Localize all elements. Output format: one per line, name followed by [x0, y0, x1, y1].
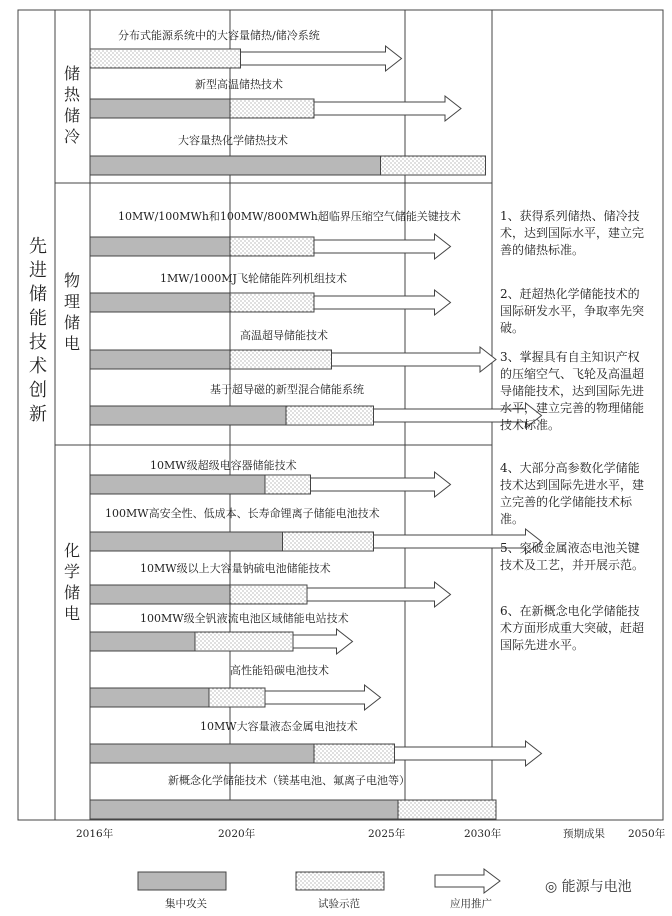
pilot-phase-bar — [283, 532, 374, 551]
pilot-phase-bar — [314, 744, 395, 763]
focus-phase-bar — [90, 800, 398, 819]
focus-phase-bar — [90, 156, 381, 175]
pilot-phase-bar — [265, 475, 311, 494]
pilot-phase-bar — [381, 156, 486, 175]
outcome-item: 2、赶超热化学储能技术的国际研发水平，争取率先突破。 — [500, 287, 645, 335]
legend-label-pilot: 试验示范 — [318, 898, 360, 910]
outcome-item: 3、掌握具有自主知识产权的压缩空气、飞轮及高温超导储能技术，达到国际先进水平，建立完善的物理储能技术标准。 — [500, 350, 645, 432]
promote-phase-arrow — [314, 290, 451, 315]
roadmap-bars — [90, 46, 542, 819]
focus-phase-bar — [90, 406, 286, 425]
pilot-phase-bar — [286, 406, 374, 425]
pilot-phase-bar — [195, 632, 293, 651]
promote-phase-arrow — [314, 96, 461, 121]
focus-phase-bar — [90, 99, 230, 118]
pilot-phase-bar — [230, 293, 314, 312]
item-title: 新型高温储热技术 — [195, 78, 283, 91]
legend-label-focus: 集中攻关 — [165, 898, 207, 910]
outcome-item: 4、大部分高参数化学储能技术达到国际先进水平，建立完善的化学储能技术标准。 — [500, 461, 645, 526]
item-title: 100MW级全钒液流电池区域储能电站技术 — [140, 612, 349, 625]
item-title: 大容量热化学储热技术 — [178, 134, 288, 147]
tick-label-2025: 2025年 — [368, 828, 406, 840]
focus-phase-bar — [90, 585, 230, 604]
pilot-phase-bar — [230, 237, 314, 256]
focus-phase-bar — [90, 532, 283, 551]
item-title: 10MW/100MWh和100MW/800MWh超临界压缩空气储能关键技术 — [118, 210, 461, 223]
focus-phase-bar — [90, 237, 230, 256]
outcome-item: 6、在新概念电化学储能技术方面形成重大突破，赶超国际先进水平。 — [500, 604, 645, 652]
promote-phase-arrow — [241, 46, 402, 71]
header-title: 先进储能技术创新 — [29, 236, 47, 425]
pilot-phase-bar — [209, 688, 265, 707]
item-title: 基于超导磁的新型混合储能系统 — [210, 383, 364, 396]
item-title: 高温超导储能技术 — [240, 329, 328, 342]
tick-label-2030: 2030年 — [464, 828, 502, 840]
legend-label-promote: 应用推广 — [450, 898, 492, 910]
outcome-item: 1、获得系列储热、储冷技术，达到国际水平，建立完善的储热标准。 — [500, 209, 645, 257]
focus-phase-bar — [90, 293, 230, 312]
pilot-phase-bar — [90, 49, 241, 68]
promote-phase-arrow — [314, 234, 451, 259]
legend-shapes — [138, 869, 500, 893]
pilot-phase-bar — [230, 99, 314, 118]
pilot-phase-bar — [398, 800, 496, 819]
legend-swatch-pilot — [296, 872, 384, 890]
tick-label-2016: 2016年 — [76, 828, 114, 840]
item-title: 1MW/1000MJ飞轮储能阵列机组技术 — [160, 272, 347, 285]
wechat-icon: ◎ — [545, 879, 562, 895]
tick-label-2050: 2050年 — [628, 828, 666, 840]
promote-phase-arrow — [332, 347, 497, 372]
legend-swatch-promote — [435, 869, 500, 893]
pilot-phase-bar — [230, 585, 307, 604]
section-label-thermal: 储热储冷 — [63, 64, 80, 146]
promote-phase-arrow — [311, 472, 451, 497]
outcome-item: 5、突破金属液态电池关键技术及工艺，并开展示范。 — [500, 541, 645, 572]
watermark-text: 能源与电池 — [561, 879, 632, 895]
promote-phase-arrow — [265, 685, 381, 710]
watermark — [545, 876, 632, 896]
promote-phase-arrow — [395, 741, 542, 766]
item-title: 高性能铅碳电池技术 — [230, 664, 329, 677]
section-label-physical: 物理储电 — [63, 271, 80, 353]
item-title: 10MW级以上大容量钠硫电池储能技术 — [140, 562, 331, 575]
outcomes-header: 预期成果 — [563, 828, 605, 840]
promote-phase-arrow — [293, 629, 353, 654]
focus-phase-bar — [90, 350, 230, 369]
focus-phase-bar — [90, 688, 209, 707]
promote-phase-arrow — [307, 582, 451, 607]
focus-phase-bar — [90, 632, 195, 651]
focus-phase-bar — [90, 744, 314, 763]
tick-label-2020: 2020年 — [218, 828, 256, 840]
item-title: 10MW级超级电容器储能技术 — [150, 459, 297, 472]
item-title: 10MW大容量液态金属电池技术 — [200, 720, 358, 733]
legend-swatch-focus — [138, 872, 226, 890]
item-title: 100MW高安全性、低成本、长寿命锂离子储能电池技术 — [105, 507, 380, 520]
section-label-chemical: 化学储电 — [63, 541, 80, 623]
item-title: 分布式能源系统中的大容量储热/储冷系统 — [118, 29, 320, 42]
item-title: 新概念化学储能技术（镁基电池、氟离子电池等） — [168, 774, 410, 787]
focus-phase-bar — [90, 475, 265, 494]
pilot-phase-bar — [230, 350, 332, 369]
